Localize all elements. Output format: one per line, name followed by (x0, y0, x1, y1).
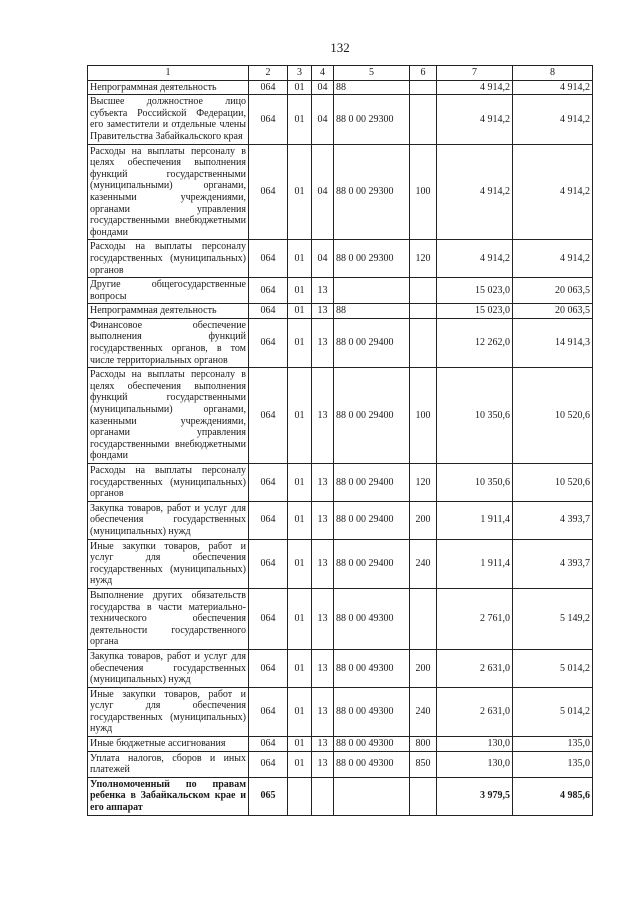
col5-cell: 88 0 00 49300 (334, 751, 410, 777)
col2-cell: 064 (249, 539, 288, 588)
col7-cell: 10 350,6 (437, 464, 513, 502)
col5-cell: 88 0 00 49300 (334, 649, 410, 687)
col3-cell: 01 (288, 278, 312, 304)
col8-cell: 135,0 (513, 751, 593, 777)
col5-cell: 88 (334, 304, 410, 319)
col7-cell: 4 914,2 (437, 95, 513, 144)
col7-cell: 130,0 (437, 737, 513, 752)
col5-cell: 88 0 00 29400 (334, 318, 410, 367)
table-row (88, 737, 593, 752)
table-row (88, 649, 593, 687)
page-number: 132 (330, 40, 350, 55)
col6-cell (410, 318, 437, 367)
col6-cell: 200 (410, 649, 437, 687)
table-row (88, 80, 593, 95)
header-cell: 8 (513, 66, 593, 81)
col3-cell: 01 (288, 304, 312, 319)
table-row (88, 368, 593, 464)
col3-cell: 01 (288, 144, 312, 240)
col2-cell: 064 (249, 464, 288, 502)
col6-cell: 120 (410, 464, 437, 502)
col7-cell: 4 914,2 (437, 80, 513, 95)
col3-cell: 01 (288, 588, 312, 649)
budget-table (87, 65, 593, 816)
row-name-cell: Закупка товаров, работ и услуг для обеспечения государственных (муниципальных) нужд (88, 501, 249, 539)
col3-cell: 01 (288, 687, 312, 736)
col6-cell: 120 (410, 240, 437, 278)
col3-cell: 01 (288, 80, 312, 95)
col8-cell: 10 520,6 (513, 368, 593, 464)
col4-cell: 04 (312, 95, 334, 144)
col7-cell: 130,0 (437, 751, 513, 777)
col4-cell: 13 (312, 687, 334, 736)
col2-cell: 064 (249, 649, 288, 687)
row-name-cell: Иные закупки товаров, работ и услуг для обеспечения государственных (муниципальных) нужд (88, 539, 249, 588)
header-cell: 2 (249, 66, 288, 81)
col8-cell: 4 914,2 (513, 80, 593, 95)
table-row (88, 751, 593, 777)
col3-cell: 01 (288, 539, 312, 588)
row-name-cell: Расходы на выплаты персоналу государственных (муниципальных) органов (88, 464, 249, 502)
col5-cell: 88 0 00 29400 (334, 501, 410, 539)
col5-cell: 88 0 00 29300 (334, 95, 410, 144)
col5-cell: 88 0 00 29300 (334, 144, 410, 240)
col6-cell (410, 95, 437, 144)
col6-cell: 240 (410, 687, 437, 736)
row-name-cell: Расходы на выплаты персоналу в целях обеспечения выполнения функций государственными (муниципальными) органами, казенными учреждениями, органами управления государственными внебюджетными фондами (88, 368, 249, 464)
header-cell: 4 (312, 66, 334, 81)
col4-cell: 13 (312, 318, 334, 367)
row-name-cell: Расходы на выплаты персоналу в целях обеспечения выполнения функций государственными (муниципальными) органами, казенными учреждениями, органами управления государственными внебюджетными фондами (88, 144, 249, 240)
col3-cell: 01 (288, 464, 312, 502)
table-row (88, 539, 593, 588)
col3-cell: 01 (288, 737, 312, 752)
col2-cell: 065 (249, 777, 288, 815)
col3-cell (288, 777, 312, 815)
col7-cell: 4 914,2 (437, 240, 513, 278)
table-row (88, 588, 593, 649)
col3-cell: 01 (288, 751, 312, 777)
col7-cell: 10 350,6 (437, 368, 513, 464)
col2-cell: 064 (249, 588, 288, 649)
col8-cell: 4 914,2 (513, 144, 593, 240)
col2-cell: 064 (249, 501, 288, 539)
col7-cell: 1 911,4 (437, 501, 513, 539)
table-row (88, 501, 593, 539)
col8-cell: 4 393,7 (513, 539, 593, 588)
col4-cell: 13 (312, 649, 334, 687)
col4-cell: 04 (312, 144, 334, 240)
col8-cell: 4 985,6 (513, 777, 593, 815)
header-cell: 6 (410, 66, 437, 81)
col5-cell (334, 278, 410, 304)
col8-cell: 5 014,2 (513, 687, 593, 736)
row-name-cell: Непрограммная деятельность (88, 304, 249, 319)
table-row (88, 318, 593, 367)
col6-cell: 850 (410, 751, 437, 777)
col7-cell: 15 023,0 (437, 278, 513, 304)
col6-cell (410, 777, 437, 815)
col3-cell: 01 (288, 318, 312, 367)
col6-cell (410, 80, 437, 95)
row-name-cell: Уплата налогов, сборов и иных платежей (88, 751, 249, 777)
row-name-cell: Расходы на выплаты персоналу государственных (муниципальных) органов (88, 240, 249, 278)
header-cell: 5 (334, 66, 410, 81)
col4-cell: 13 (312, 751, 334, 777)
col7-cell: 3 979,5 (437, 777, 513, 815)
col4-cell: 13 (312, 368, 334, 464)
col6-cell: 100 (410, 144, 437, 240)
col8-cell: 14 914,3 (513, 318, 593, 367)
row-name-cell: Закупка товаров, работ и услуг для обеспечения государственных (муниципальных) нужд (88, 649, 249, 687)
col6-cell: 200 (410, 501, 437, 539)
col2-cell: 064 (249, 80, 288, 95)
col3-cell: 01 (288, 95, 312, 144)
table-row (88, 304, 593, 319)
col8-cell: 4 393,7 (513, 501, 593, 539)
col8-cell: 4 914,2 (513, 240, 593, 278)
col8-cell: 5 014,2 (513, 649, 593, 687)
col5-cell: 88 0 00 29400 (334, 368, 410, 464)
col7-cell: 2 631,0 (437, 687, 513, 736)
col6-cell (410, 588, 437, 649)
col2-cell: 064 (249, 95, 288, 144)
col8-cell: 135,0 (513, 737, 593, 752)
col4-cell: 13 (312, 278, 334, 304)
col2-cell: 064 (249, 368, 288, 464)
col5-cell: 88 0 00 29400 (334, 539, 410, 588)
col8-cell: 5 149,2 (513, 588, 593, 649)
col7-cell: 15 023,0 (437, 304, 513, 319)
col6-cell: 240 (410, 539, 437, 588)
row-name-cell: Иные бюджетные ассигнования (88, 737, 249, 752)
col4-cell: 13 (312, 539, 334, 588)
col5-cell: 88 (334, 80, 410, 95)
row-name-cell: Другие общегосударственные вопросы (88, 278, 249, 304)
col4-cell: 04 (312, 240, 334, 278)
header-cell: 1 (88, 66, 249, 81)
table-row (88, 464, 593, 502)
table-row (88, 95, 593, 144)
col4-cell: 13 (312, 737, 334, 752)
col5-cell (334, 777, 410, 815)
row-name-cell: Финансовое обеспечение выполнения функций государственных органов, в том числе территориальных органов (88, 318, 249, 367)
col3-cell: 01 (288, 368, 312, 464)
col8-cell: 20 063,5 (513, 304, 593, 319)
col4-cell: 04 (312, 80, 334, 95)
row-name-cell: Выполнение других обязательств государства в части материально-технического обеспечения деятельности государственного органа (88, 588, 249, 649)
col5-cell: 88 0 00 29300 (334, 240, 410, 278)
row-name-cell: Непрограммная деятельность (88, 80, 249, 95)
col4-cell: 13 (312, 501, 334, 539)
col4-cell: 13 (312, 304, 334, 319)
col5-cell: 88 0 00 49300 (334, 687, 410, 736)
col3-cell: 01 (288, 649, 312, 687)
col8-cell: 20 063,5 (513, 278, 593, 304)
col2-cell: 064 (249, 687, 288, 736)
table-header-row (88, 66, 593, 81)
header-cell: 3 (288, 66, 312, 81)
col3-cell: 01 (288, 501, 312, 539)
col2-cell: 064 (249, 318, 288, 367)
table-row (88, 278, 593, 304)
col5-cell: 88 0 00 49300 (334, 737, 410, 752)
col5-cell: 88 0 00 49300 (334, 588, 410, 649)
col7-cell: 2 631,0 (437, 649, 513, 687)
col8-cell: 4 914,2 (513, 95, 593, 144)
col7-cell: 12 262,0 (437, 318, 513, 367)
table-row (88, 240, 593, 278)
col6-cell: 800 (410, 737, 437, 752)
col2-cell: 064 (249, 737, 288, 752)
col2-cell: 064 (249, 304, 288, 319)
col4-cell (312, 777, 334, 815)
col2-cell: 064 (249, 751, 288, 777)
col6-cell: 100 (410, 368, 437, 464)
col7-cell: 1 911,4 (437, 539, 513, 588)
col2-cell: 064 (249, 144, 288, 240)
col2-cell: 064 (249, 278, 288, 304)
table-row (88, 777, 593, 815)
col3-cell: 01 (288, 240, 312, 278)
row-name-cell: Уполномоченный по правам ребенка в Забайкальском крае и его аппарат (88, 777, 249, 815)
col7-cell: 2 761,0 (437, 588, 513, 649)
col4-cell: 13 (312, 464, 334, 502)
row-name-cell: Высшее должностное лицо субъекта Российской Федерации, его заместители и отдельные члены Правительства Забайкальского края (88, 95, 249, 144)
col2-cell: 064 (249, 240, 288, 278)
col7-cell: 4 914,2 (437, 144, 513, 240)
table-row (88, 144, 593, 240)
col4-cell: 13 (312, 588, 334, 649)
row-name-cell: Иные закупки товаров, работ и услуг для обеспечения государственных (муниципальных) нужд (88, 687, 249, 736)
header-cell: 7 (437, 66, 513, 81)
col5-cell: 88 0 00 29400 (334, 464, 410, 502)
col8-cell: 10 520,6 (513, 464, 593, 502)
col6-cell (410, 304, 437, 319)
table-row (88, 687, 593, 736)
col6-cell (410, 278, 437, 304)
